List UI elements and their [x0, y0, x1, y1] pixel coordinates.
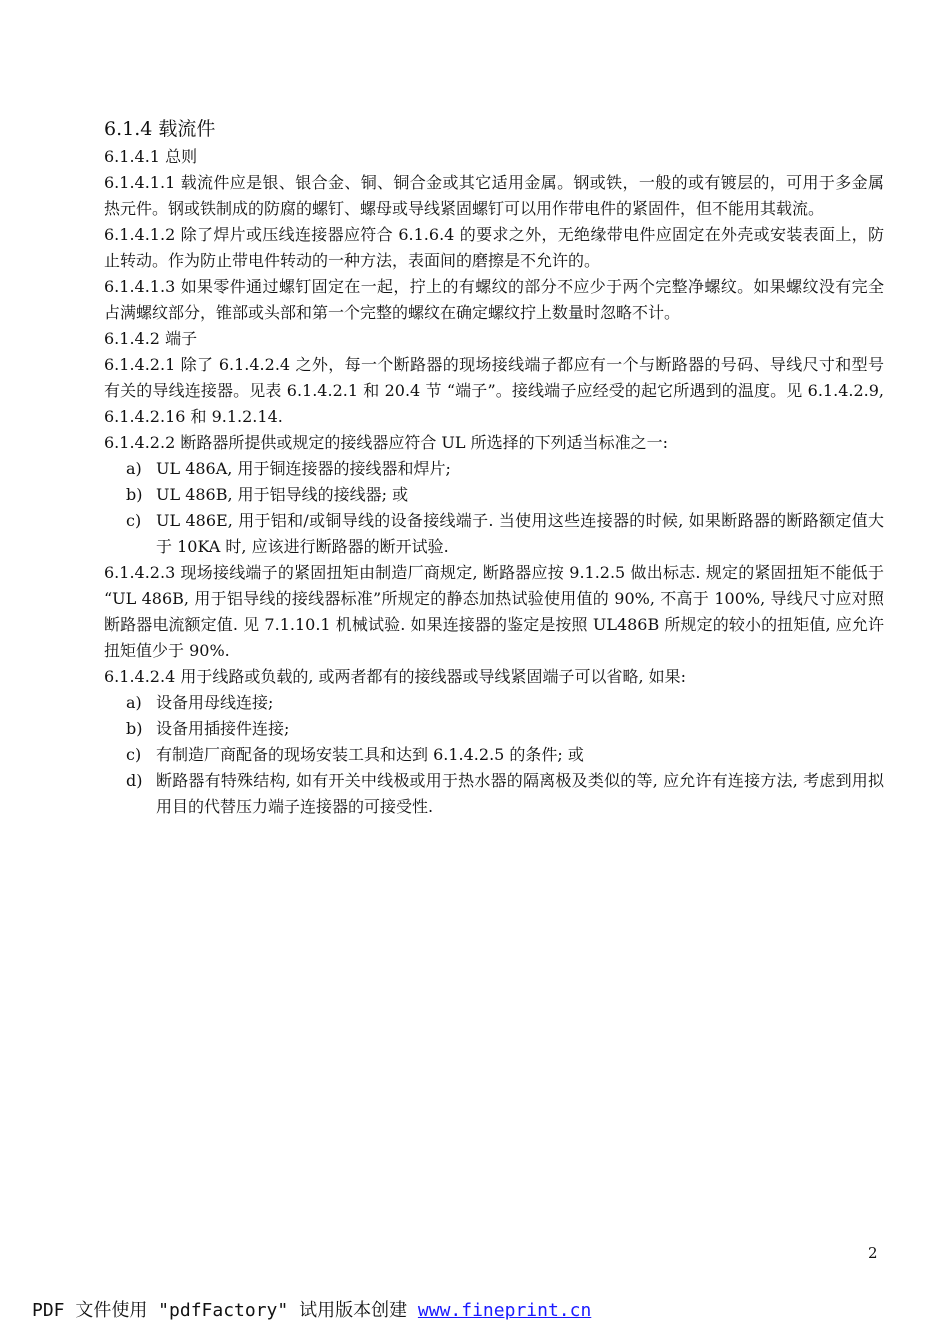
page-number: 2 — [868, 1244, 878, 1262]
list-marker: a) — [126, 459, 142, 478]
list-text: UL 486B, 用于铝导线的接线器; 或 — [156, 485, 409, 504]
section-title: 6.1.4 载流件 — [104, 118, 216, 140]
list-text: 有制造厂商配备的现场安装工具和达到 6.1.4.2.5 的条件; 或 — [156, 745, 584, 764]
list-marker: b) — [126, 719, 143, 738]
standards-list — [104, 456, 884, 560]
list-marker: d) — [126, 771, 143, 790]
list-item — [104, 690, 884, 716]
paragraph-6-1-4-2: 6.1.4.2 端子 — [104, 329, 198, 348]
list-text: 设备用插接件连接; — [156, 719, 290, 738]
paragraph-6-1-4-1: 6.1.4.1 总则 — [104, 147, 198, 166]
pdf-footer — [32, 1296, 591, 1322]
list-marker: c) — [126, 745, 142, 764]
list-text: UL 486A, 用于铜连接器的接线器和焊片; — [156, 459, 451, 478]
footer-link[interactable]: www.fineprint.cn — [417, 1300, 592, 1321]
paragraph-6-1-4-1-1: 6.1.4.1.1 载流件应是银、银合金、铜、铜合金或其它适用金属。钢或铁，一般的或有镀层的，可用于多金属热元件。钢或铁制成的防腐的螺钉、螺母或导线紧固螺钉可以用作带电件的紧固件，但不能用其载流。 — [104, 173, 884, 218]
paragraph-6-1-4-1-2: 6.1.4.1.2 除了焊片或压线连接器应符合 6.1.6.4 的要求之外，无绝缘带电件应固定在外壳或安装表面上，防止转动。作为防止带电件转动的一种方法，表面间的磨擦是不允许的。 — [104, 225, 884, 270]
document-body — [104, 114, 884, 820]
list-text: 断路器有特殊结构, 如有开关中线极或用于热水器的隔离极及类似的等, 应允许有连接方法, 考虑到用拟用目的代替压力端子连接器的可接受性. — [156, 771, 884, 816]
list-item — [104, 456, 884, 482]
list-marker: b) — [126, 485, 143, 504]
list-item — [104, 482, 884, 508]
list-text: UL 486E, 用于铝和/或铜导线的设备接线端子. 当使用这些连接器的时候, 如果断路器的断路额定值大于 10KA 时, 应该进行断路器的断开试验. — [156, 511, 884, 556]
list-marker: c) — [126, 511, 142, 530]
list-item — [104, 768, 884, 820]
footer-text: PDF 文件使用 "pdfFactory" 试用版本创建 — [32, 1300, 418, 1321]
paragraph-6-1-4-2-3: 6.1.4.2.3 现场接线端子的紧固扭矩由制造厂商规定, 断路器应按 9.1.2.5 做出标志. 规定的紧固扭矩不能低于 “UL 486B, 用于铝导线的接线器标准”所规定的静态加热试验使用值的 90%, 不高于 100%, 导线尺寸应对照断路器电流额定值. 见 7.1.10.1 机械试验. 如果连接器的鉴定是按照 UL486B 所规定的较小的扭矩值, 应允许扭矩值少于 90%. — [104, 563, 884, 660]
list-item — [104, 742, 884, 768]
paragraph-6-1-4-2-2: 6.1.4.2.2 断路器所提供或规定的接线器应符合 UL 所选择的下列适当标准之一: — [104, 433, 669, 452]
list-item — [104, 716, 884, 742]
paragraph-6-1-4-2-4: 6.1.4.2.4 用于线路或负载的, 或两者都有的接线器或导线紧固端子可以省略, 如果: — [104, 667, 687, 686]
paragraph-6-1-4-1-3: 6.1.4.1.3 如果零件通过螺钉固定在一起，拧上的有螺纹的部分不应少于两个完整净螺纹。如果螺纹没有完全占满螺纹部分，锥部或头部和第一个完整的螺纹在确定螺纹拧上数量时忽略不计。 — [104, 277, 884, 322]
omission-conditions-list — [104, 690, 884, 820]
list-text: 设备用母线连接; — [156, 693, 274, 712]
list-marker: a) — [126, 693, 142, 712]
paragraph-6-1-4-2-1: 6.1.4.2.1 除了 6.1.4.2.4 之外，每一个断路器的现场接线端子都应有一个与断路器的号码、导线尺寸和型号有关的导线连接器。见表 6.1.4.2.1 和 20.4 节 “端子”。接线端子应经受的起它所遇到的温度。见 6.1.4.2.9, 6.1.4.2.16 和 9.1.2.14. — [104, 355, 884, 426]
list-item — [104, 508, 884, 560]
